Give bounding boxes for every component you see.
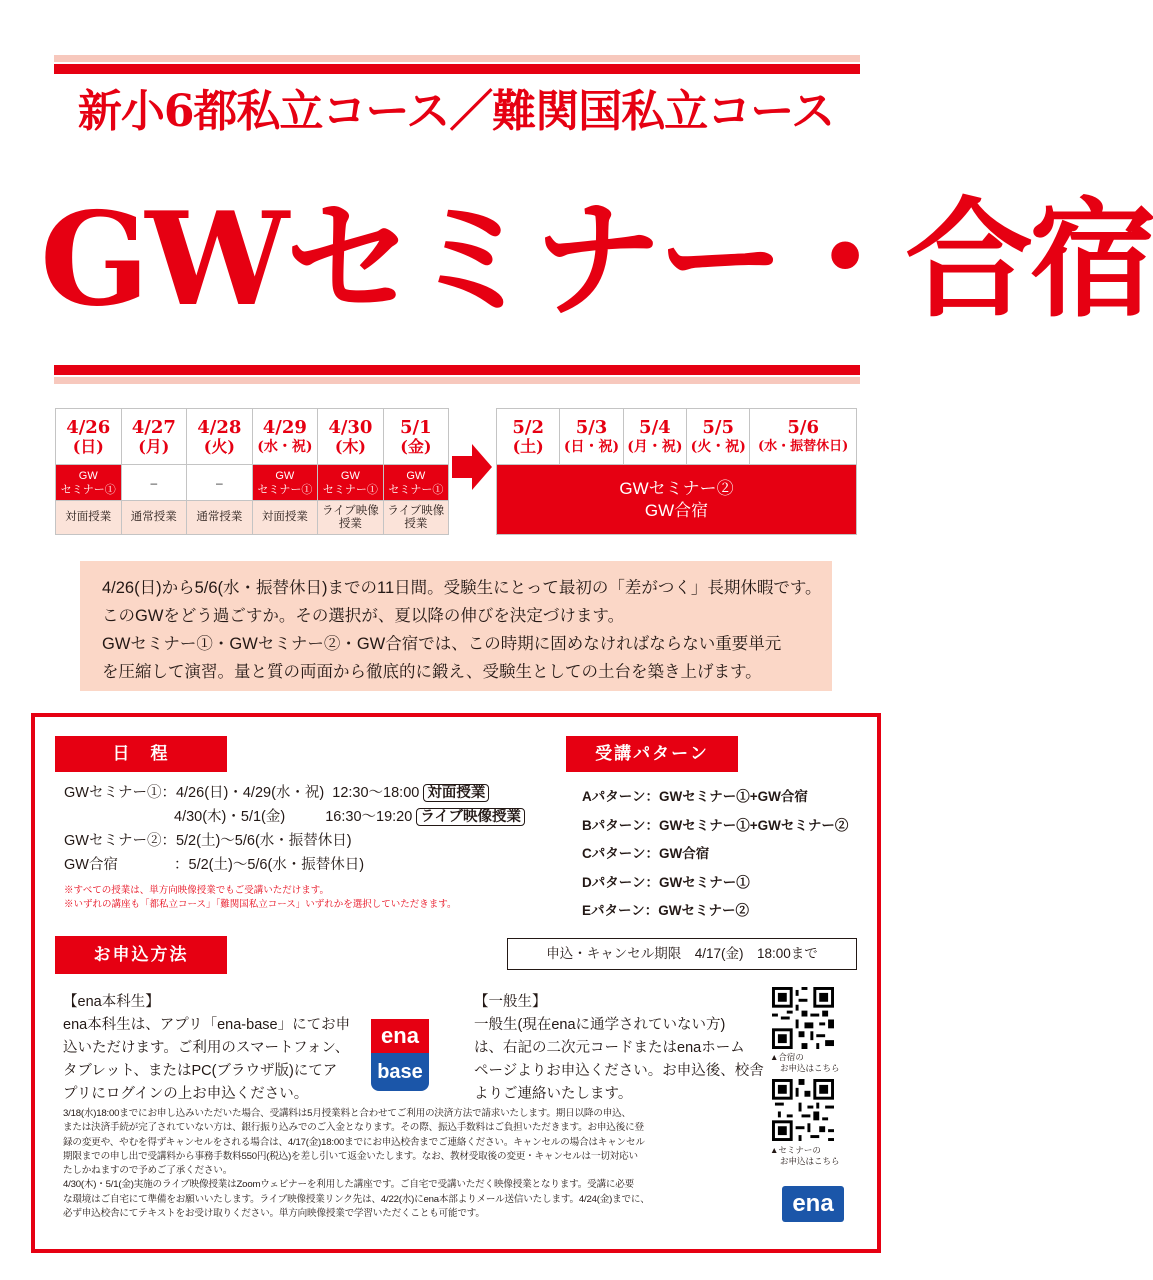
day-cell: 5/3 (日・祝) <box>560 409 623 465</box>
intro-line: を圧縮して演習。量と質の両面から徹底的に鍛え、受験生としての土台を築き上げます。 <box>102 663 762 681</box>
mode-cell: ライブ映像 授業 <box>383 501 448 535</box>
general-student-line: よりご連絡いたします。 <box>474 1086 633 1102</box>
header-top-light-bar <box>54 55 860 62</box>
fine-print <box>63 1107 763 1221</box>
patterns-section-label: 受講パターン <box>566 736 738 772</box>
day-cell: 5/2 (土) <box>497 409 560 465</box>
dates-note: ※いずれの講座も「都私立コース」「難関国私立コース」いずれかを選択していただきます。 <box>64 899 457 910</box>
general-student-line: ページよりお申込ください。お申込後、校舎 <box>474 1063 764 1079</box>
seminar-cell: GW セミナー① <box>252 465 318 501</box>
event-line: GW合宿 <box>644 500 709 520</box>
dates-row <box>64 781 544 805</box>
mode-tag: ライブ映像授業 <box>416 808 525 826</box>
dates-note: ※すべての授業は、単方向映像授業でもご受講いただけます。 <box>64 885 330 896</box>
intro-box <box>80 561 832 691</box>
dates-row-time: 16:30〜19:20 <box>325 809 413 825</box>
pattern-item: Dパターン：GWセミナー① <box>582 874 750 890</box>
seminar-cell: – <box>121 465 187 501</box>
dates-row <box>64 853 544 877</box>
dates-row-dates: ：5/2(土)〜5/6(水・振替休日) <box>161 833 352 849</box>
mode-tag: 対面授業 <box>423 784 489 802</box>
pattern-item: Cパターン：GW合宿 <box>582 846 710 861</box>
arrow-right-icon <box>452 440 492 494</box>
qr-code-camp-icon[interactable] <box>772 987 834 1049</box>
fine-print-line: たしかねますので予めご了承ください。 <box>63 1165 233 1177</box>
dates-row-dates: ：4/26(日)・4/29(水・祝) <box>161 785 325 801</box>
deadline-box: 申込・キャンセル期限 4/17(金) 18:00まで <box>507 938 857 970</box>
dates-row-time: 12:30〜18:00 <box>332 785 420 801</box>
fine-print-line: 3/18(水)18:00までにお申し込みいただいた場合、受講料は5月授業料と合わせてご利用の決済方法で請求いたします。期日以降の申込、 <box>63 1108 631 1119</box>
day-cell: 4/26 (日) <box>56 409 122 465</box>
app-icon-bottom: base <box>377 1061 423 1083</box>
day-cell: 5/1 (金) <box>383 409 448 465</box>
day-cell: 4/27 (月) <box>121 409 187 465</box>
ena-student-line: タブレット、またはPC(ブラウザ版)にてア <box>63 1063 338 1079</box>
general-student-heading: 【一般生】 <box>474 994 547 1010</box>
day-cell: 4/29 (水・祝) <box>252 409 318 465</box>
seminar-cell: – <box>187 465 253 501</box>
patterns-list <box>582 783 848 926</box>
general-student-block <box>474 991 764 1106</box>
qr-caption-line: お申込はこちら <box>780 1063 840 1073</box>
ena-student-heading: 【ena本科生】 <box>63 994 160 1010</box>
event-line: GWセミナー② <box>619 478 734 498</box>
dates-row <box>64 829 544 853</box>
ena-student-block <box>63 991 350 1106</box>
ena-student-line: プリにログインの上お申込ください。 <box>63 1086 309 1102</box>
header-bottom-light-bar <box>54 377 860 384</box>
header-bottom-red-bar <box>54 365 860 375</box>
ena-base-app-icon <box>371 1019 429 1091</box>
day-cell: 4/30 (木) <box>318 409 384 465</box>
fine-print-line: または決済手続が完了されていない方は、銀行振り込みでのご入金となります。その際、振込手数料はご負担いただきます。お申込後に登 <box>63 1122 644 1134</box>
header-subtitle: 新小6都私立コース／難関国私立コース <box>77 86 835 137</box>
intro-line: 4/26(日)から5/6(水・振替休日)までの11日間。受験生にとって最初の「差がつく」長期休暇です。 <box>102 579 822 597</box>
schedule-right-table <box>496 408 857 535</box>
fine-print-line: 録の変更や、やむを得ずキャンセルをされる場合は、4/17(金)18:00までにお申込校舎までご連絡ください。キャンセルの場合はキャンセル <box>63 1136 645 1148</box>
qr-seminar-caption <box>770 1145 840 1167</box>
ena-student-line: 込いただけます。ご利用のスマートフォン、 <box>63 1040 350 1056</box>
seminar-cell: GW セミナー① <box>318 465 384 501</box>
intro-line: このGWをどう過ごすか。その選択が、夏以降の伸びを決定づけます。 <box>102 607 625 625</box>
header-title: GWセミナー・合宿 <box>40 185 1153 335</box>
day-cell: 5/5 (火・祝) <box>687 409 750 465</box>
dates-row-dates: 4/30(木)・5/1(金) <box>174 809 286 825</box>
fine-print-line: 期限までの申し出で受講料から事務手数料550円(税込)を差し引いて返金いたします。なお、教材受取後の変更・キャンセルは一切対応い <box>63 1150 638 1162</box>
general-student-line: 一般生(現在enaに通学されていない方) <box>474 1017 726 1033</box>
dates-list <box>64 781 544 877</box>
mode-cell: 通常授業 <box>121 501 187 535</box>
ena-logo: ena <box>782 1186 844 1222</box>
mode-cell: 対面授業 <box>56 501 122 535</box>
day-cell: 5/4 (月・祝) <box>623 409 686 465</box>
seminar-cell: GW セミナー① <box>56 465 122 501</box>
app-icon-top: ena <box>371 1019 429 1053</box>
dates-row-name: GW合宿 <box>64 857 118 873</box>
dates-row <box>64 805 544 829</box>
seminar-cell: GW セミナー① <box>383 465 448 501</box>
day-cell: 5/6 (水・振替休日) <box>750 409 857 465</box>
mode-cell: 対面授業 <box>252 501 318 535</box>
qr-caption-line: ▲セミナーの <box>770 1145 821 1155</box>
qr-code-seminar-icon[interactable] <box>772 1079 834 1141</box>
event-cell <box>497 465 857 535</box>
fine-print-line: な環境はご自宅にて準備をお願いいたします。ライブ映像授業リンク先は、4/22(水)にena本部よりメール送信いたします。4/24(金)までに、 <box>63 1193 650 1205</box>
general-student-line: は、右記の二次元コードまたはenaホーム <box>474 1040 745 1056</box>
day-cell: 4/28 (火) <box>187 409 253 465</box>
ena-student-line: ena本科生は、アプリ「ena-base」にてお申 <box>63 1017 351 1033</box>
qr-caption-line: ▲合宿の <box>770 1052 804 1062</box>
qr-caption-line: お申込はこちら <box>780 1156 840 1166</box>
pattern-item: Aパターン：GWセミナー①+GW合宿 <box>582 789 808 804</box>
fine-print-line: 必ず申込校舎にてテキストをお受け取りください。単方向映像授業で学習いただくことも可能です。 <box>63 1208 485 1220</box>
intro-line: GWセミナー①・GWセミナー②・GW合宿では、この時期に固めなければならない重要単元 <box>102 635 782 653</box>
dates-row-name: GWセミナー② <box>64 833 162 849</box>
dates-row-name: GWセミナー① <box>64 785 162 801</box>
qr-camp-caption <box>770 1052 840 1074</box>
pattern-item: Eパターン：GWセミナー② <box>582 903 749 918</box>
dates-notes <box>64 884 457 912</box>
fine-print-line: 4/30(木)・5/1(金)実施のライブ映像授業はZoomウェビナーを利用した講座です。ご自宅で受講いただく映像授業となります。受講に必要 <box>63 1179 635 1191</box>
schedule-left-table <box>55 408 449 535</box>
header-top-red-bar <box>54 64 860 74</box>
dates-section-label: 日 程 <box>55 736 227 772</box>
dates-row-dates: ：5/2(土)〜5/6(水・振替休日) <box>174 857 365 873</box>
mode-cell: ライブ映像 授業 <box>318 501 384 535</box>
pattern-item: Bパターン：GWセミナー①+GWセミナー② <box>582 817 849 833</box>
mode-cell: 通常授業 <box>187 501 253 535</box>
apply-section-label: お申込方法 <box>55 936 227 974</box>
